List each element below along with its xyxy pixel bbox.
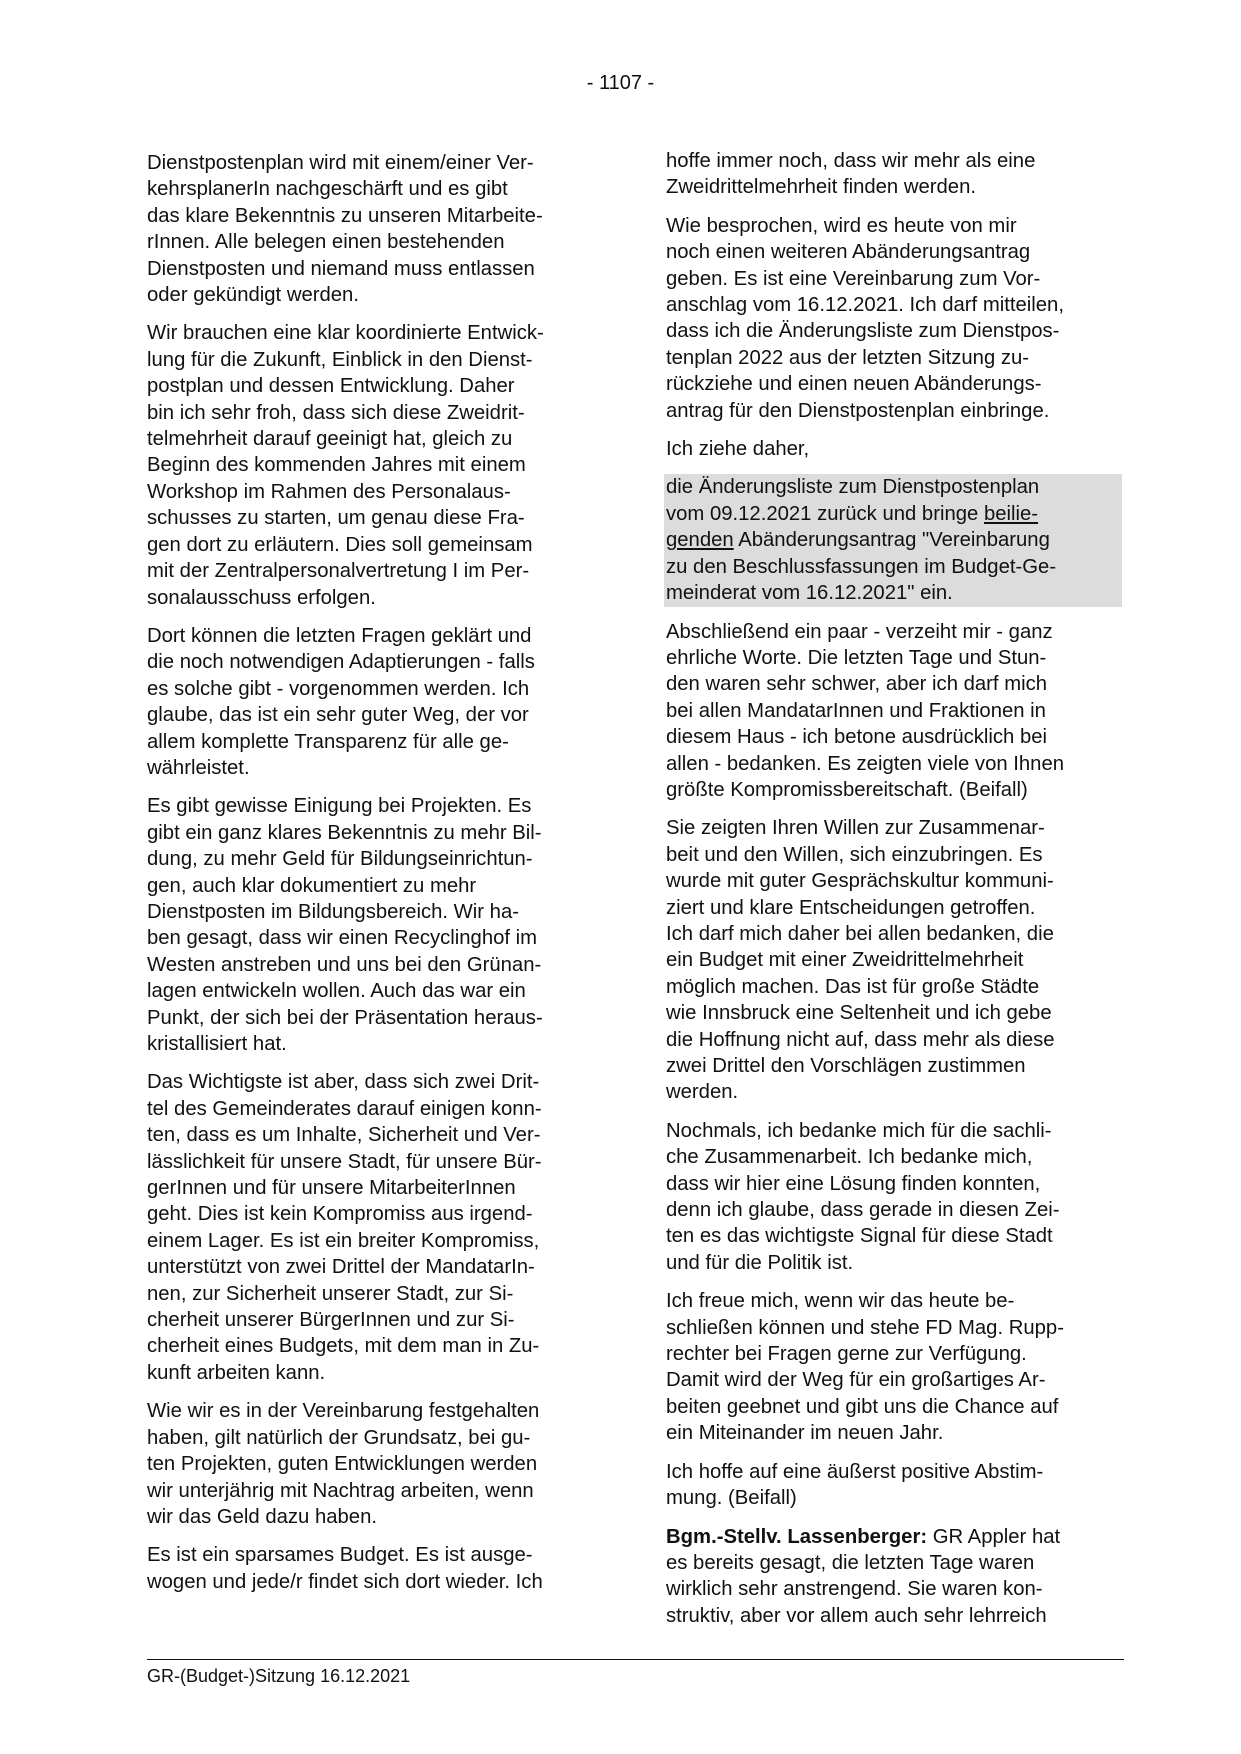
text-line: es bereits gesagt, die letzten Tage waren [666, 1551, 1035, 1574]
text-line: kunft arbeiten kann. [147, 1361, 326, 1384]
text-line: nen, zur Sicherheit unserer Stadt, zur Si- [147, 1282, 514, 1305]
text-line: ein Miteinander im neuen Jahr. [666, 1422, 944, 1445]
text-line: Wie besprochen, wird es heute von mir [666, 214, 1017, 237]
paragraph [147, 150, 599, 308]
text-line: Beginn des kommenden Jahres mit einem [147, 454, 526, 477]
text-line: bei allen MandatarInnen und Fraktionen in [666, 699, 1046, 722]
left-column [147, 150, 599, 1607]
text-line: die Änderungsliste zum Dienstpostenplan [666, 476, 1040, 499]
paragraph [666, 436, 1124, 462]
text-line: kristallisiert hat. [147, 1033, 287, 1055]
speaker-paragraph [666, 1524, 1124, 1630]
text-line: allem komplette Transparenz für alle ge- [147, 730, 509, 753]
text-line: sonalausschuss erfolgen. [147, 586, 376, 609]
paragraph [147, 1398, 599, 1530]
text-line: haben, gilt natürlich der Grundsatz, bei gu- [147, 1426, 531, 1449]
text-line: schließen können und stehe FD Mag. Rupp- [666, 1316, 1064, 1339]
text-line: ten, dass es um Inhalte, Sicherheit und Ver- [147, 1124, 541, 1147]
footer-divider [147, 1659, 1124, 1660]
text-line: cherheit eines Budgets, mit dem man in Zu- [147, 1335, 540, 1358]
text-line [666, 527, 1122, 553]
text-line: das klare Bekenntnis zu unseren Mitarbeite- [147, 204, 543, 227]
text-line: oder gekündigt werden. [147, 284, 359, 307]
text-line: geben. Es ist eine Vereinbarung zum Vor- [666, 267, 1041, 290]
text-line: Wie wir es in der Vereinbarung festgehalten [147, 1400, 540, 1423]
text-line: Ich freue mich, wenn wir das heute be- [666, 1290, 1015, 1313]
text-line: wir das Geld dazu haben. [147, 1505, 377, 1528]
paragraph [666, 148, 1124, 201]
page-number: - 1107 - [586, 72, 655, 94]
text-line: Ich hoffe auf eine äußerst positive Abstim- [666, 1460, 1044, 1483]
text-line: postplan und dessen Entwicklung. Daher [147, 375, 515, 398]
text-line [666, 501, 1122, 527]
text-line: währleistet. [147, 756, 250, 779]
paragraph [147, 793, 599, 1057]
paragraph [666, 619, 1124, 804]
text-line: Sie zeigten Ihren Willen zur Zusammenar- [666, 817, 1045, 840]
text-line: unterstützt von zwei Drittel der MandatarIn- [147, 1256, 535, 1279]
text-line: wie Innsbruck eine Seltenheit und ich gebe [666, 1002, 1052, 1025]
text-span: GR Appler hat [927, 1525, 1061, 1548]
text-line: Workshop im Rahmen des Personalaus- [147, 480, 511, 503]
text-line: Das Wichtigste ist aber, dass sich zwei Drit- [147, 1071, 540, 1094]
text-line: allen - bedanken. Es zeigten viele von Ihnen [666, 752, 1065, 775]
paragraph [666, 1118, 1124, 1276]
text-line: beit und den Willen, sich einzubringen. Es [666, 843, 1043, 866]
text-line [666, 1524, 1124, 1550]
text-line: Wir brauchen eine klar koordinierte Entwick- [147, 322, 544, 345]
text-line: Dienstposten im Bildungsbereich. Wir ha- [147, 900, 519, 923]
text-line: lagen entwickeln wollen. Auch das war ein [147, 980, 526, 1003]
speaker-name: Bgm.-Stellv. Lassenberger: [666, 1525, 928, 1548]
text-line: werden. [666, 1081, 739, 1104]
text-line: Es ist ein sparsames Budget. Es ist ausge- [147, 1544, 533, 1567]
text-line: ehrliche Worte. Die letzten Tage und Stun- [666, 646, 1047, 669]
paragraph [666, 213, 1124, 424]
text-line: dung, zu mehr Geld für Bildungseinrichtun- [147, 848, 533, 871]
text-line: wurde mit guter Gesprächskultur kommuni- [666, 870, 1054, 893]
text-line: den waren sehr schwer, aber ich darf mich [666, 673, 1048, 696]
paragraph [147, 1069, 599, 1386]
text-line: dass ich die Änderungsliste zum Dienstpos- [666, 320, 1060, 343]
text-line: denn ich glaube, dass gerade in diesen Zei- [666, 1199, 1060, 1222]
text-line: es solche gibt - vorgenommen werden. Ich [147, 677, 530, 700]
text-line: Es gibt gewisse Einigung bei Projekten. Es [147, 795, 532, 818]
text-line: Ich ziehe daher, [666, 438, 810, 461]
text-line: glaube, das ist ein sehr guter Weg, der vor [147, 704, 529, 727]
text-span: Abänderungsantrag "Vereinbarung [733, 529, 1050, 552]
text-line: rückziehe und einen neuen Abänderungs- [666, 373, 1042, 396]
highlighted-motion-paragraph [664, 474, 1122, 606]
text-line: lung für die Zukunft, Einblick in den Dienst- [147, 348, 533, 371]
text-line: hoffe immer noch, dass wir mehr als eine [666, 150, 1036, 172]
text-line: wogen und jede/r findet sich dort wieder. Ich [147, 1570, 543, 1593]
paragraph [147, 623, 599, 781]
text-line: Dienstpostenplan wird mit einem/einer Ver- [147, 152, 534, 174]
paragraph [147, 320, 599, 610]
text-line: Nochmals, ich bedanke mich für die sachli- [666, 1119, 1052, 1142]
text-line: mung. (Beifall) [666, 1487, 797, 1510]
text-line: telmehrheit darauf geeinigt hat, gleich zu [147, 428, 513, 451]
text-line: ein Budget mit einer Zweidrittelmehrheit [666, 949, 1024, 972]
text-line: struktiv, aber vor allem auch sehr lehrreich [666, 1604, 1047, 1627]
right-column [666, 148, 1124, 1641]
text-line: ziert und klare Entscheidungen getroffen. [666, 896, 1036, 919]
text-line: cherheit unserer BürgerInnen und zur Si- [147, 1309, 515, 1332]
text-line: zwei Drittel den Vorschlägen zustimmen [666, 1055, 1026, 1077]
text-line: Dort können die letzten Fragen geklärt und [147, 624, 532, 647]
text-line: bin ich sehr froh, dass sich diese Zweidrit- [147, 401, 525, 424]
text-line: ben gesagt, dass wir einen Recyclinghof im [147, 927, 538, 950]
text-line: dass wir hier eine Lösung finden konnten, [666, 1172, 1041, 1195]
text-line: wir unterjährig mit Nachtrag arbeiten, wenn [147, 1479, 534, 1502]
text-line: möglich machen. Das ist für große Städte [666, 975, 1040, 998]
text-line: zu den Beschlussfassungen im Budget-Ge- [666, 555, 1057, 578]
paragraph [666, 1459, 1124, 1512]
text-line: antrag für den Dienstpostenplan einbringe. [666, 399, 1050, 422]
text-line: Damit wird der Weg für ein großartiges Ar- [666, 1369, 1046, 1392]
text-line: ten Projekten, guten Entwicklungen werden [147, 1453, 538, 1476]
text-line: ten es das wichtigste Signal für diese Stadt [666, 1225, 1053, 1248]
text-span: vom 09.12.2021 zurück und bringe [666, 502, 984, 525]
text-line: einem Lager. Es ist ein breiter Kompromiss, [147, 1229, 540, 1252]
text-line: gibt ein ganz klares Bekenntnis zu mehr Bil- [147, 821, 542, 844]
paragraph [147, 1542, 599, 1595]
text-line: und für die Politik ist. [666, 1251, 854, 1274]
text-line: che Zusammenarbeit. Ich bedanke mich, [666, 1146, 1033, 1169]
text-line: lässlichkeit für unsere Stadt, für unsere Bür- [147, 1150, 542, 1173]
text-line: noch einen weiteren Abänderungsantrag [666, 241, 1031, 264]
text-line: die Hoffnung nicht auf, dass mehr als diese [666, 1028, 1055, 1051]
text-line: größte Kompromissbereitschaft. (Beifall) [666, 778, 1028, 801]
paragraph [666, 1288, 1124, 1446]
text-line: meinderat vom 16.12.2021" ein. [666, 582, 953, 605]
text-line: Dienstposten und niemand muss entlassen [147, 257, 535, 280]
text-line: wirklich sehr anstrengend. Sie waren kon- [666, 1578, 1043, 1601]
text-line: gerInnen und für unsere MitarbeiterInnen [147, 1177, 516, 1200]
text-line: anschlag vom 16.12.2021. Ich darf mitteilen, [666, 294, 1064, 317]
text-line: gen, auch klar dokumentiert zu mehr [147, 874, 477, 897]
text-line: mit der Zentralpersonalvertretung I im Per- [147, 560, 530, 583]
text-line: diesem Haus - ich betone ausdrücklich bei [666, 726, 1048, 749]
text-line: rInnen. Alle belegen einen bestehenden [147, 231, 505, 254]
text-line: Abschließend ein paar - verzeiht mir - ganz [666, 620, 1053, 643]
text-line: rechter bei Fragen gerne zur Verfügung. [666, 1343, 1027, 1366]
text-line: kehrsplanerIn nachgeschärft und es gibt [147, 178, 508, 201]
paragraph [666, 815, 1124, 1105]
footer-session-label: GR-(Budget-)Sitzung 16.12.2021 [147, 1666, 411, 1686]
text-line: beiten geebnet und gibt uns die Chance auf [666, 1395, 1059, 1418]
attachment-reference-underlined: genden [666, 529, 734, 552]
text-line: die noch notwendigen Adaptierungen - falls [147, 651, 535, 674]
attachment-reference-underlined: beilie- [983, 502, 1039, 525]
text-line: Westen anstreben und uns bei den Grünan- [147, 953, 542, 976]
text-line: tenplan 2022 aus der letzten Sitzung zu- [666, 346, 1030, 369]
text-line: Zweidrittelmehrheit finden werden. [666, 176, 977, 199]
text-line: Punkt, der sich bei der Präsentation heraus- [147, 1006, 543, 1029]
text-line: gen dort zu erläutern. Dies soll gemeinsam [147, 533, 533, 556]
text-line: geht. Dies ist kein Kompromiss aus irgend- [147, 1203, 533, 1226]
text-line: tel des Gemeinderates darauf einigen konn- [147, 1097, 542, 1120]
text-line: Ich darf mich daher bei allen bedanken, die [666, 922, 1054, 945]
text-line: schusses zu starten, um genau diese Fra- [147, 507, 525, 530]
